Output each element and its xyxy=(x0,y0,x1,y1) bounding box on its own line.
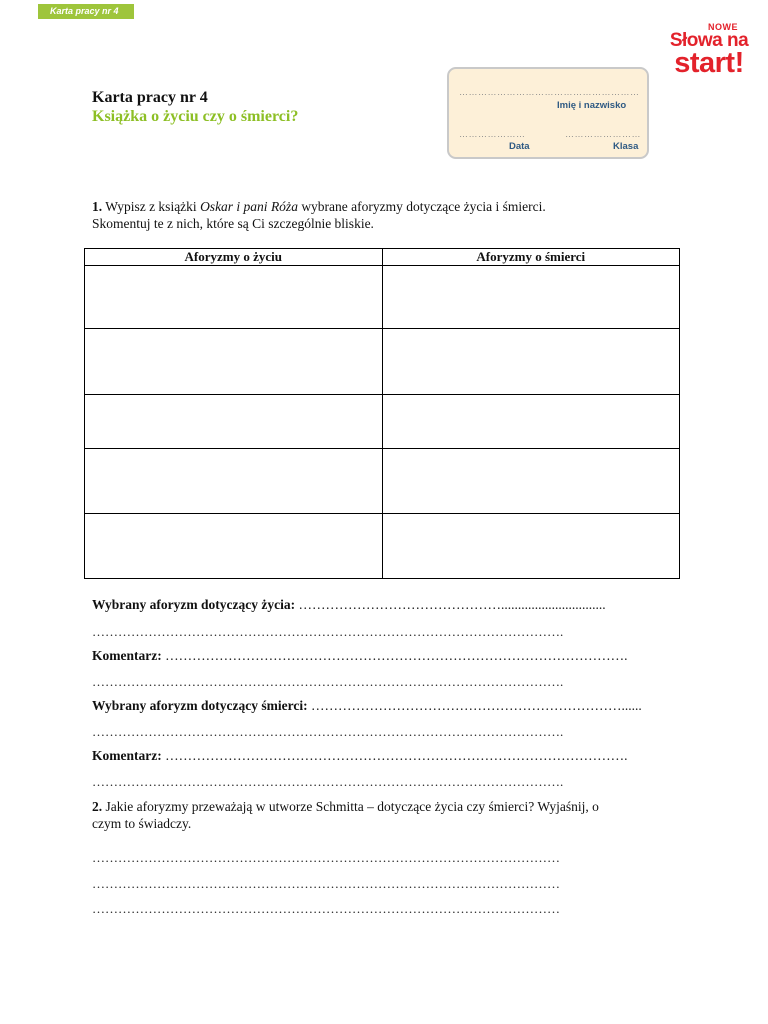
task1-number: 1. xyxy=(92,199,103,214)
life-comment-line xyxy=(92,648,672,664)
name-label: Imię i nazwisko xyxy=(557,100,627,111)
task1-instruction-line2: Skomentuj te z nich, które są Ci szczególnie bliskie. xyxy=(92,216,374,231)
death-comment-line xyxy=(92,748,672,764)
logo-line1: Słowa na xyxy=(669,30,749,51)
task1-text-before: Wypisz z książki xyxy=(105,199,197,214)
task2-answer-line[interactable]: ……………………………………………………………………………………………… xyxy=(92,901,560,916)
header-death: Aforyzmy o śmierci xyxy=(382,249,680,266)
death-cell[interactable] xyxy=(382,514,680,579)
task2-answer-line[interactable]: ……………………………………………………………………………………………… xyxy=(92,876,560,891)
class-label: Klasa xyxy=(613,141,639,152)
page-title: Karta pracy nr 4 xyxy=(92,89,208,106)
life-comment-label: Komentarz: xyxy=(92,648,162,663)
logo-line2: start! xyxy=(674,47,744,79)
task1-book-title: Oskar i pani Róża xyxy=(200,199,298,214)
task1-instruction xyxy=(92,198,546,215)
life-cell[interactable] xyxy=(85,266,383,329)
task2-number: 2. xyxy=(92,799,103,814)
death-aphorism-line xyxy=(92,698,672,714)
date-label: Data xyxy=(509,141,530,152)
death-comment-field[interactable]: …………………………………………………………………………………………. xyxy=(165,748,628,763)
worksheet-tab-label: Karta pracy nr 4 xyxy=(50,6,119,16)
life-comment-field-2[interactable]: ………………………………………………………………………………………………. xyxy=(92,674,564,689)
death-cell[interactable] xyxy=(382,395,680,449)
header-life: Aforyzmy o życiu xyxy=(85,249,383,266)
student-info-box xyxy=(447,67,649,159)
death-cell[interactable] xyxy=(382,449,680,514)
life-cell[interactable] xyxy=(85,514,383,579)
life-aphorism-field[interactable]: ………………………………………............................... xyxy=(298,597,606,612)
life-aphorism-field-2[interactable]: ………………………………………………………………………………………………. xyxy=(92,624,564,639)
class-field[interactable]: …………………… xyxy=(565,129,641,139)
logo-small-text: NOWE xyxy=(708,22,738,32)
death-aphorism-field[interactable]: ……………………………………………………………...... xyxy=(310,698,642,713)
logo xyxy=(664,22,754,79)
death-comment-field-2[interactable]: ………………………………………………………………………………………………. xyxy=(92,774,564,789)
task2-answer-line[interactable]: ……………………………………………………………………………………………… xyxy=(92,850,560,865)
death-aphorism-field-2[interactable]: ………………………………………………………………………………………………. xyxy=(92,724,564,739)
task2-text: Jakie aforyzmy przeważają w utworze Schmitta – dotyczące życia czy śmierci? Wyjaśnij, o xyxy=(105,799,599,814)
life-aphorism-label: Wybrany aforyzm dotyczący życia: xyxy=(92,597,296,612)
life-comment-field[interactable]: …………………………………………………………………………………………. xyxy=(165,648,628,663)
life-cell[interactable] xyxy=(85,395,383,449)
date-field[interactable]: ………………… xyxy=(459,129,526,139)
name-field[interactable]: ………………………………………………… xyxy=(459,87,640,97)
worksheet-tab xyxy=(38,4,134,19)
death-cell[interactable] xyxy=(382,329,680,395)
death-aphorism-label: Wybrany aforyzm dotyczący śmierci: xyxy=(92,698,308,713)
aphorisms-table xyxy=(84,248,680,579)
task2-instruction-line2: czym to świadczy. xyxy=(92,816,192,831)
task1-text-after: wybrane aforyzmy dotyczące życia i śmierci. xyxy=(301,199,546,214)
life-aphorism-line xyxy=(92,597,672,613)
page-subtitle: Książka o życiu czy o śmierci? xyxy=(92,108,299,125)
task2-instruction xyxy=(92,798,599,815)
death-cell[interactable] xyxy=(382,266,680,329)
death-comment-label: Komentarz: xyxy=(92,748,162,763)
life-cell[interactable] xyxy=(85,329,383,395)
life-cell[interactable] xyxy=(85,449,383,514)
